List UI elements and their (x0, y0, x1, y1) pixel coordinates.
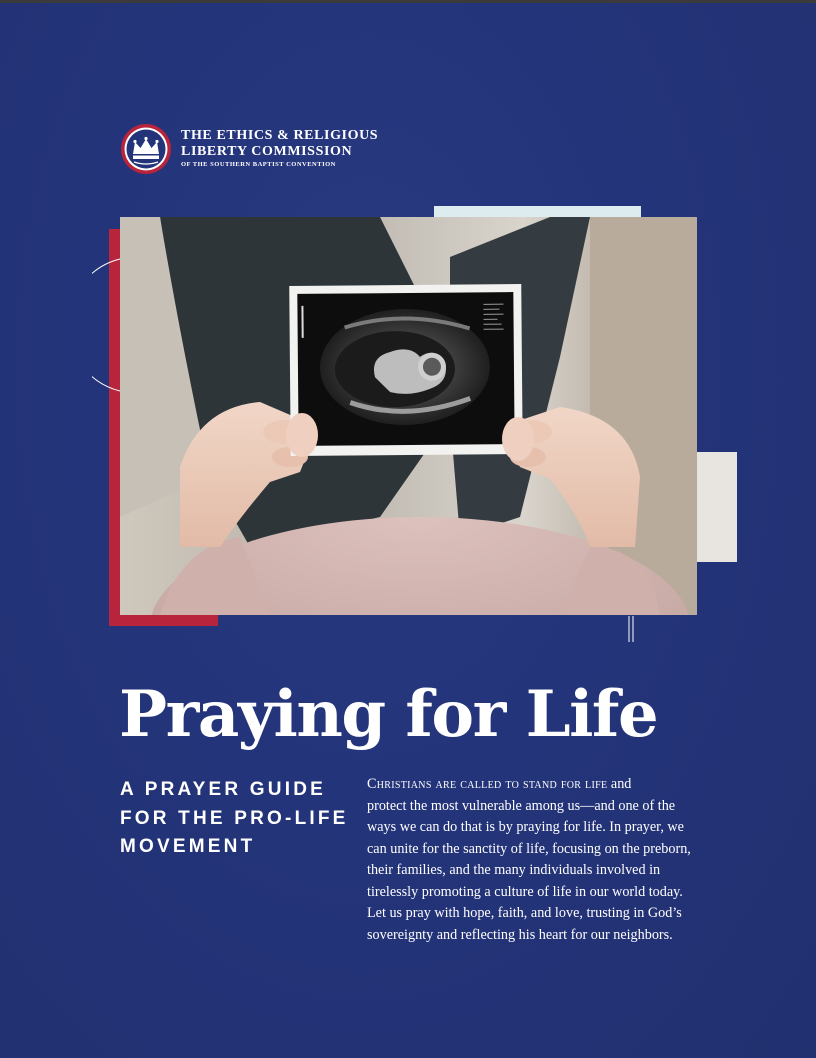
paragraph-line: their families, and the many individuals involved in (367, 862, 661, 878)
page-title: Praying for Life (119, 677, 658, 752)
lead-in: Christians are called to stand for life (367, 776, 608, 792)
intro-paragraph (367, 774, 697, 946)
logo-line-3: OF THE SOUTHERN BAPTIST CONVENTION (181, 161, 336, 168)
decorative-double-line (627, 616, 637, 642)
paragraph-line (367, 774, 697, 796)
paragraph-line: ways we can do that is by praying for life. In prayer, we (367, 819, 684, 835)
paragraph-line: tirelessly promoting a culture of life in our world today. (367, 883, 683, 900)
subtitle-line: FOR THE PRO-LIFE (120, 807, 349, 829)
paragraph-text: and (607, 776, 632, 792)
subtitle-line: MOVEMENT (120, 836, 256, 857)
paragraph-line: can unite for the sanctity of life, focusing on the preborn, (367, 840, 691, 857)
top-rule (0, 0, 816, 3)
paragraph-line: protect the most vulnerable among us—and one of the (367, 797, 676, 814)
subtitle-line: A PRAYER GUIDE (120, 779, 326, 800)
decorative-beige-block (692, 452, 737, 562)
logo-line-1: THE ETHICS & RELIGIOUS (181, 128, 379, 143)
erlc-logo (120, 123, 378, 175)
subtitle (120, 776, 360, 862)
logo-line-2: LIBERTY COMMISSION (181, 144, 353, 159)
paragraph-line: Let us pray with hope, faith, and love, trusting in God’s (367, 905, 682, 921)
crown-seal-icon (120, 123, 172, 175)
paragraph-line: sovereignty and reflecting his heart for our neighbors. (367, 926, 673, 943)
ultrasound-photo (120, 217, 697, 615)
logo-wordmark (181, 128, 378, 170)
